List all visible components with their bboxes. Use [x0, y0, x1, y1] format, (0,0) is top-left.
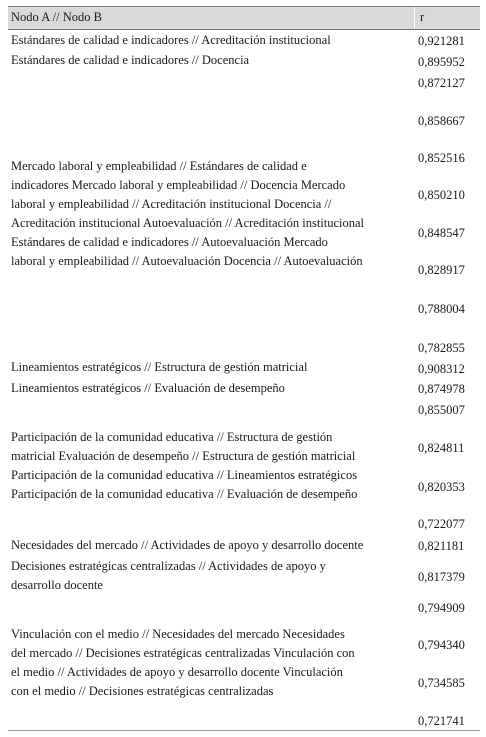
- header-divider: [414, 7, 415, 29]
- node-pair-text: Necesidades del mercado // Actividades de apoyo y desarrollo docente: [11, 538, 364, 552]
- node-pair-text: del mercado // Decisiones estratégicas centralizadas Vinculación con: [11, 646, 355, 660]
- r-value: 0,722077: [418, 517, 465, 531]
- header-r: r: [420, 10, 425, 24]
- node-pair-text: Estándares de calidad e indicadores // Acreditación institucional: [11, 33, 331, 47]
- node-pair-text: Participación de la comunidad educativa // Evaluación de desempeño: [11, 487, 358, 501]
- table-bottom-rule: [8, 730, 480, 731]
- node-pair-text: Lineamientos estratégicos // Estructura de gestión matricial: [11, 360, 308, 374]
- node-pair-text: Lineamientos estratégicos // Evaluación de desempeño: [11, 381, 285, 395]
- node-pair-text: el medio // Actividades de apoyo y desarrollo docente Vinculación: [11, 665, 343, 679]
- r-value: 0,821181: [418, 539, 465, 553]
- node-pair-text: Participación de la comunidad educativa // Lineamientos estratégicos: [11, 468, 358, 482]
- table-header: [8, 6, 480, 30]
- r-value: 0,874978: [418, 382, 465, 396]
- r-value: 0,852516: [418, 151, 465, 165]
- node-pair-text: Mercado laboral y empleabilidad // Estándares de calidad e: [11, 159, 307, 173]
- node-pair-text: Estándares de calidad e indicadores // Autoevaluación Mercado: [11, 235, 328, 249]
- r-value: 0,820353: [418, 480, 465, 494]
- node-pair-text: laboral y empleabilidad // Acreditación institucional Docencia //: [11, 197, 332, 211]
- r-value: 0,782855: [418, 341, 465, 355]
- r-value: 0,828917: [418, 263, 465, 277]
- r-value: 0,872127: [418, 76, 465, 90]
- node-pair-text: matricial Evaluación de desempeño // Estructura de gestión matricial: [11, 449, 356, 463]
- node-pair-text: Acreditación institucional Autoevaluación // Acreditación institucional: [11, 216, 365, 230]
- r-value: 0,895952: [418, 55, 465, 69]
- r-value: 0,794340: [418, 638, 465, 652]
- node-pair-text: Participación de la comunidad educativa // Estructura de gestión: [11, 430, 333, 444]
- r-value: 0,794909: [418, 601, 465, 615]
- node-pair-text: Vinculación con el medio // Necesidades del mercado Necesidades: [11, 627, 345, 641]
- r-value: 0,721741: [418, 714, 465, 728]
- node-pair-text: con el medio // Decisiones estratégicas centralizadas: [11, 684, 274, 698]
- header-node-pair: Nodo A // Nodo B: [11, 10, 102, 24]
- r-value: 0,848547: [418, 226, 465, 240]
- node-pair-text: desarrollo docente: [11, 578, 103, 592]
- node-pair-text: indicadores Mercado laboral y empleabilidad // Docencia Mercado: [11, 178, 346, 192]
- r-value: 0,788004: [418, 302, 465, 316]
- r-value: 0,858667: [418, 114, 465, 128]
- r-value: 0,734585: [418, 676, 465, 690]
- node-pair-text: Decisiones estratégicas centralizadas // Actividades de apoyo y: [11, 559, 326, 573]
- node-pair-text: Estándares de calidad e indicadores // Docencia: [11, 53, 250, 67]
- r-value: 0,908312: [418, 362, 465, 376]
- r-value: 0,850210: [418, 188, 465, 202]
- r-value: 0,921281: [418, 34, 465, 48]
- r-value: 0,824811: [418, 441, 465, 455]
- r-value: 0,855007: [418, 403, 465, 417]
- node-pair-text: laboral y empleabilidad // Autoevaluación Docencia // Autoevaluación: [11, 254, 363, 268]
- r-value: 0,817379: [418, 570, 465, 584]
